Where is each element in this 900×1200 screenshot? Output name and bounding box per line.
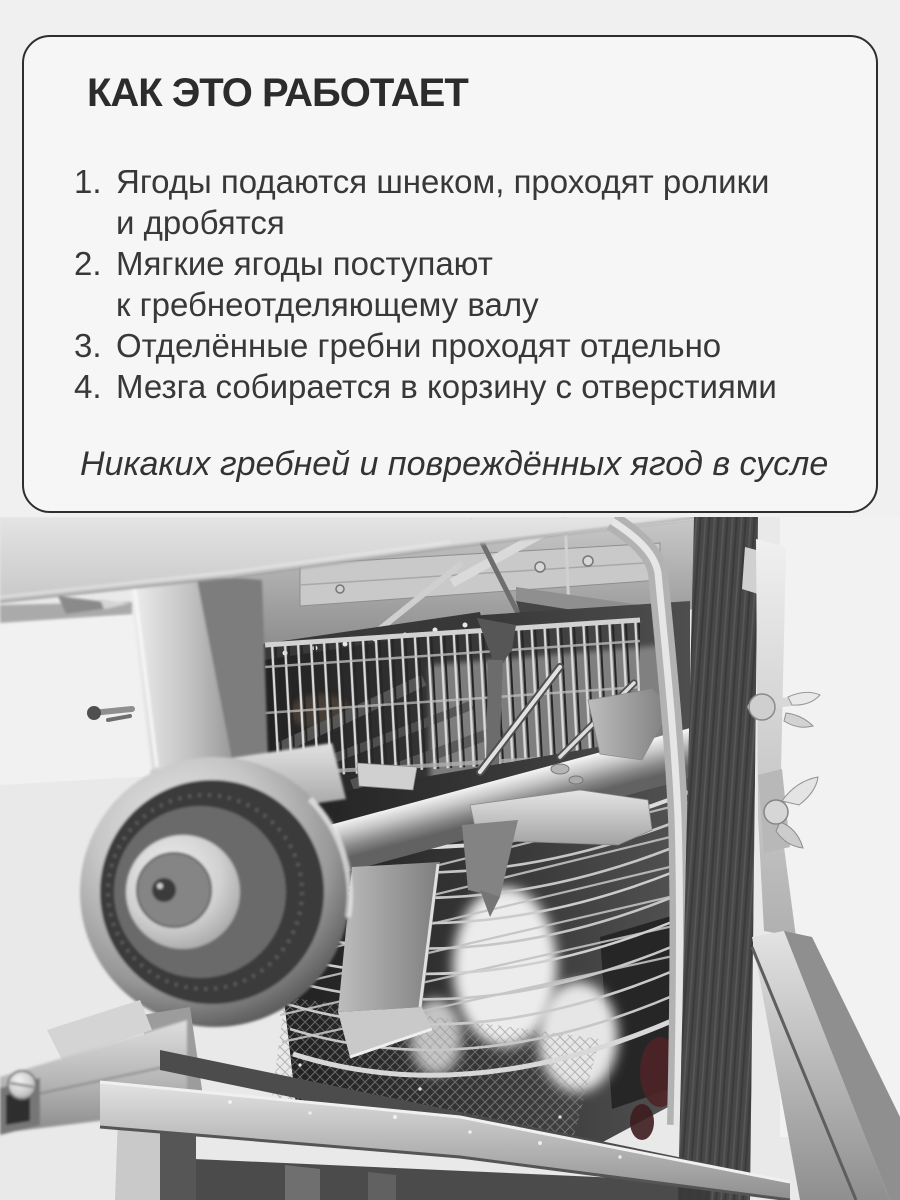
step-number: 2.: [74, 245, 102, 282]
step-item: [74, 366, 846, 407]
step-text: и дробятся: [116, 204, 285, 241]
step-text: Ягоды подаются шнеком, проходят ролики: [116, 163, 770, 200]
step-item: [74, 243, 846, 325]
card-title: КАК ЭТО РАБОТАЕТ: [87, 71, 468, 115]
steps-list: [74, 161, 846, 407]
step-text: Отделённые гребни проходят отдельно: [116, 327, 722, 364]
support-post: [128, 575, 268, 771]
how-it-works-card: [22, 35, 878, 513]
note-text: Никаких гребней и повреждённых ягод в сусле: [80, 445, 829, 483]
step-number: 4.: [74, 368, 102, 405]
step-item: [74, 325, 846, 366]
step-item: [74, 161, 846, 243]
photo-illustration: [0, 517, 900, 1200]
step-text: к гребнеотделяющему валу: [116, 286, 539, 323]
machine-photo: [0, 517, 900, 1200]
step-text: Мягкие ягоды поступают: [116, 245, 493, 282]
step-text: Мезга собирается в корзину с отверстиями: [116, 368, 777, 405]
step-number: 3.: [74, 327, 102, 364]
step-number: 1.: [74, 163, 102, 200]
